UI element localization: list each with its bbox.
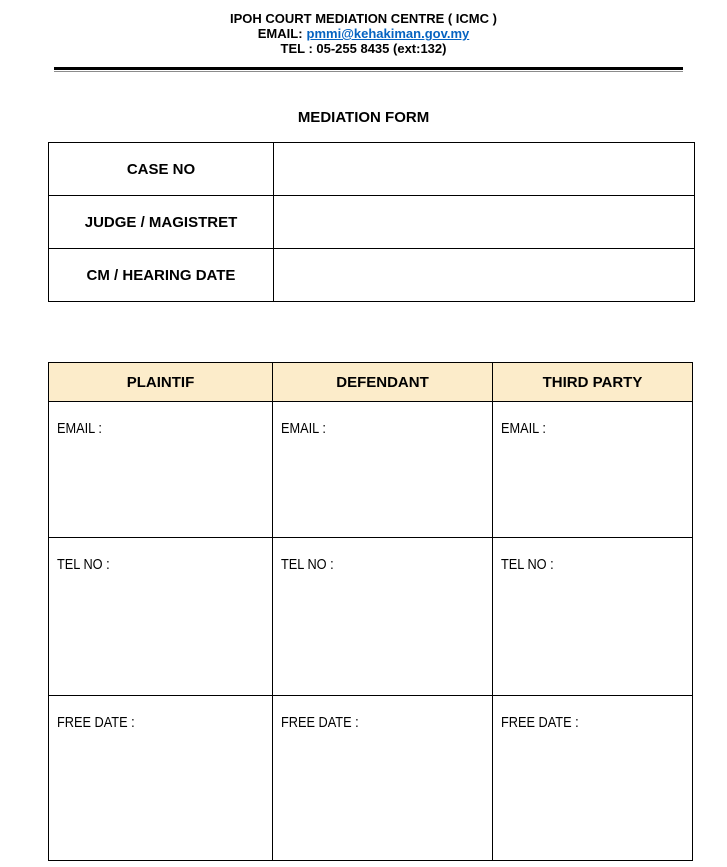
email-row	[49, 402, 693, 538]
thick-thin-divider	[54, 67, 683, 72]
free-date-row	[49, 696, 693, 861]
email-field-label: EMAIL :	[281, 420, 326, 437]
third-party-free-date-cell[interactable]	[493, 696, 693, 861]
third-party-tel-cell[interactable]	[493, 538, 693, 696]
case-no-input-cell[interactable]	[274, 143, 695, 196]
page-title: MEDIATION FORM	[297, 109, 430, 126]
email-field-label: EMAIL :	[57, 420, 102, 437]
tel-no-field-label: TEL NO :	[57, 556, 110, 573]
tel-no-field-label: TEL NO :	[501, 556, 554, 573]
plaintif-email-cell[interactable]	[49, 402, 273, 538]
free-date-field-label: FREE DATE :	[57, 714, 135, 731]
defendant-email-cell[interactable]	[273, 402, 493, 538]
tel-no-row	[49, 538, 693, 696]
parties-table	[48, 362, 693, 861]
case-details-table	[48, 142, 695, 302]
free-date-field-label: FREE DATE :	[501, 714, 579, 731]
table-header-row	[49, 363, 693, 402]
third-party-email-cell[interactable]	[493, 402, 693, 538]
org-name: IPOH COURT MEDIATION CENTRE ( ICMC )	[230, 11, 497, 26]
defendant-free-date-cell[interactable]	[273, 696, 493, 861]
plaintif-tel-cell[interactable]	[49, 538, 273, 696]
email-field-label: EMAIL :	[501, 420, 546, 437]
plaintif-free-date-cell[interactable]	[49, 696, 273, 861]
tel-line: TEL : 05-255 8435 (ext:132)	[280, 41, 447, 56]
defendant-header: DEFENDANT	[273, 363, 493, 402]
email-link[interactable]: pmmi@kehakiman.gov.my	[306, 26, 470, 41]
tel-no-field-label: TEL NO :	[281, 556, 334, 573]
email-line	[0, 26, 727, 41]
table-row	[49, 249, 695, 302]
free-date-field-label: FREE DATE :	[281, 714, 359, 731]
letterhead	[0, 11, 727, 56]
table-row	[49, 143, 695, 196]
judge-magistret-label: JUDGE / MAGISTRET	[49, 196, 274, 249]
case-no-label: CASE NO	[49, 143, 274, 196]
email-label: EMAIL:	[257, 26, 303, 41]
judge-magistret-input-cell[interactable]	[274, 196, 695, 249]
defendant-tel-cell[interactable]	[273, 538, 493, 696]
cm-hearing-date-input-cell[interactable]	[274, 249, 695, 302]
plaintif-header: PLAINTIF	[49, 363, 273, 402]
table-row	[49, 196, 695, 249]
third-party-header: THIRD PARTY	[493, 363, 693, 402]
cm-hearing-date-label: CM / HEARING DATE	[49, 249, 274, 302]
